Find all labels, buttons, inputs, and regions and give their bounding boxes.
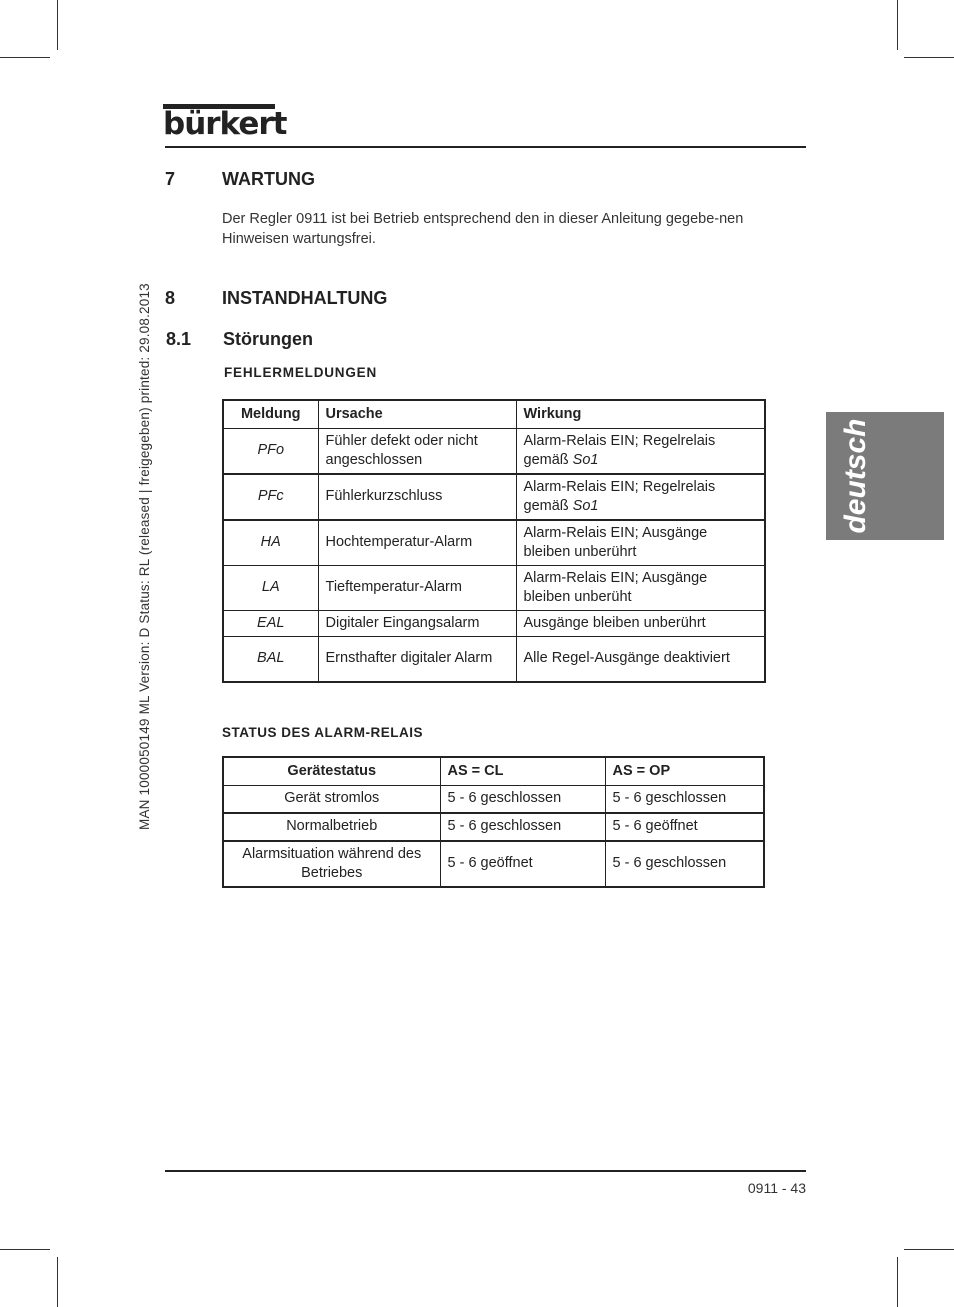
section-number: 8.1 [166,329,192,349]
table-row [223,813,764,841]
error-cause: Hochtemperatur-Alarm [318,520,516,566]
crop-mark [904,1249,954,1250]
table-header: Meldung [223,400,318,429]
error-code: EAL [223,611,318,637]
section-heading-stoerungen [166,329,466,351]
device-status: Alarmsituation während des Betriebes [223,841,440,887]
table-row [223,566,765,611]
table-row [223,429,765,475]
error-effect: Alarm-Relais EIN; Ausgänge bleiben unberührt [516,520,765,566]
table-header: Wirkung [516,400,765,429]
header-rule [165,146,806,148]
footer-rule [165,1170,806,1172]
device-status: Gerät stromlos [223,786,440,814]
relay-state-op: 5 - 6 geschlossen [605,786,764,814]
table-row [223,786,764,814]
error-code: PFo [223,429,318,475]
error-cause: Fühlerkurzschluss [318,474,516,520]
relay-state-cl: 5 - 6 geöffnet [440,841,605,887]
effect-reference: So1 [572,498,599,514]
error-effect: Alle Regel-Ausgänge deaktiviert [516,637,765,683]
error-messages-table [222,399,766,683]
table-header: Ursache [318,400,516,429]
page-number: 0911 - 43 [747,1180,806,1196]
relay-state-op: 5 - 6 geöffnet [605,813,764,841]
section-title: INSTANDHALTUNG [222,288,388,308]
table-row [223,841,764,887]
table-row [223,637,765,683]
table-header: AS = OP [605,757,764,786]
error-cause: Digitaler Eingangsalarm [318,611,516,637]
section-title: Störungen [223,329,313,349]
table-header: Gerätestatus [223,757,440,786]
logo-text: bürkert [163,106,287,142]
device-status: Normalbetrieb [223,813,440,841]
relay-state-cl: 5 - 6 geschlossen [440,786,605,814]
error-code: PFc [223,474,318,520]
section-title: WARTUNG [222,169,315,189]
relay-state-cl: 5 - 6 geschlossen [440,813,605,841]
crop-mark [897,1257,898,1307]
crop-mark [57,0,58,50]
error-code: HA [223,520,318,566]
table-header: AS = CL [440,757,605,786]
section-number: 7 [165,169,176,189]
crop-mark [897,0,898,50]
maintenance-paragraph: Der Regler 0911 ist bei Betrieb entsprechend den in dieser Anleitung gegebe-nen Hinweisen wartungsfrei. [222,211,744,247]
table-row [223,474,765,520]
language-tab-label: deutsch [839,418,872,534]
effect-reference: So1 [572,452,599,468]
error-cause: Tieftemperatur-Alarm [318,566,516,611]
error-cause: Fühler defekt oder nicht angeschlossen [318,429,516,475]
relay-state-op: 5 - 6 geschlossen [605,841,764,887]
error-code: LA [223,566,318,611]
error-effect: Alarm-Relais EIN; Ausgänge bleiben unberüht [516,566,765,611]
crop-mark [0,57,50,58]
error-effect: Ausgänge bleiben unberührt [516,611,765,637]
crop-mark [904,57,954,58]
alarm-relay-status-heading: STATUS DES ALARM-RELAIS [222,725,423,740]
error-cause: Ernsthafter digitaler Alarm [318,637,516,683]
crop-mark [57,1257,58,1307]
error-messages-heading: FEHLERMELDUNGEN [224,365,377,380]
error-effect: Alarm-Relais EIN; Regelrelais gemäß So1 [516,429,765,475]
error-code: BAL [223,637,318,683]
error-effect: Alarm-Relais EIN; Regelrelais gemäß So1 [516,474,765,520]
crop-mark [0,1249,50,1250]
document-status-note: MAN 1000050149 ML Version: D Status: RL (released | freigegeben) printed: 29.08.2013 [137,283,152,830]
language-tab [826,412,944,540]
alarm-relay-table [222,756,765,888]
section-heading-wartung [165,169,465,191]
table-row [223,520,765,566]
section-heading-instandhaltung [165,288,565,310]
table-row [223,611,765,637]
section-number: 8 [165,288,176,308]
burkert-logo [163,104,287,142]
